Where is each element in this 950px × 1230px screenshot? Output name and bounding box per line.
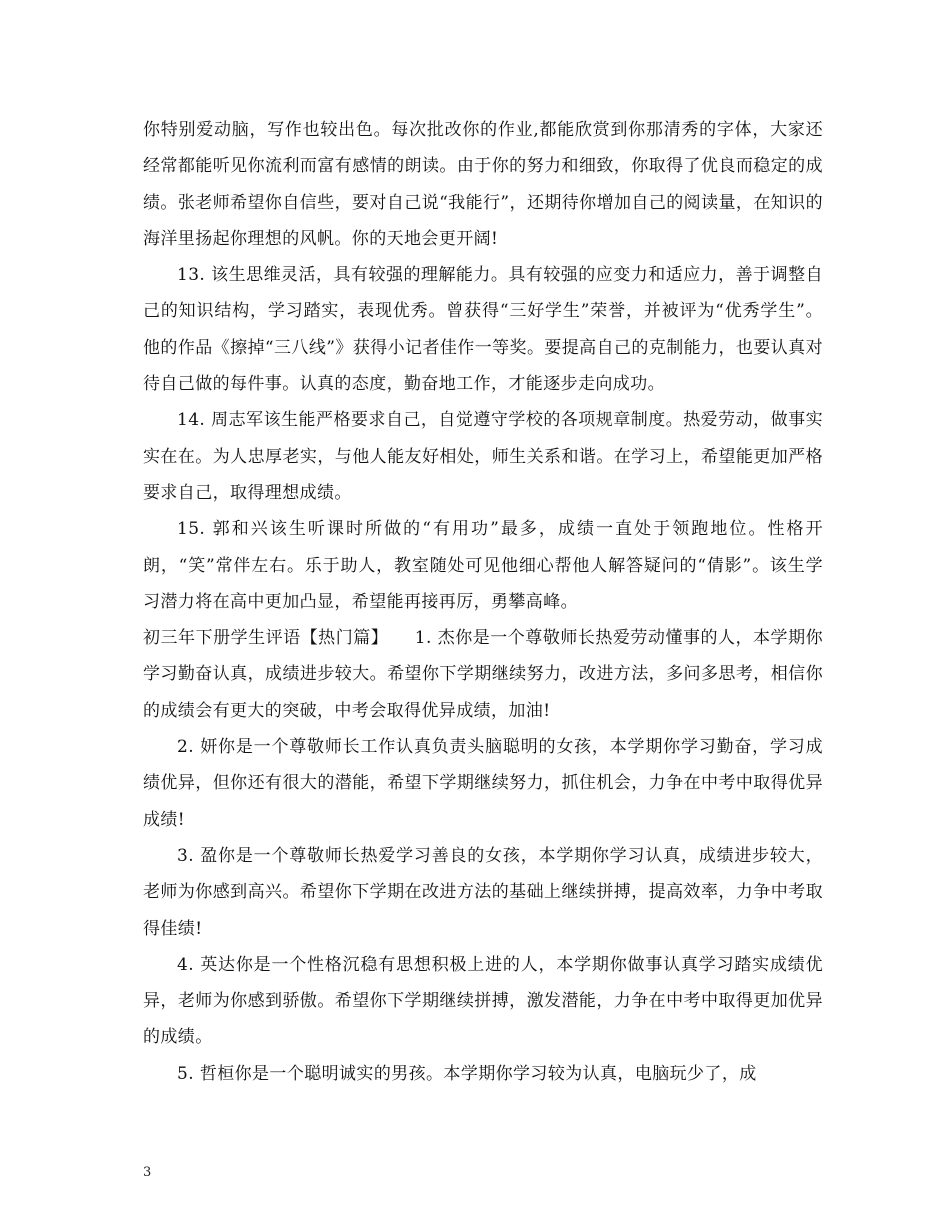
document-body <box>143 112 823 1092</box>
paragraph-comment-13: 13. 该生思维灵活，具有较强的理解能力。具有较强的应变力和适应力，善于调整自己的知识结构，学习踏实，表现优秀。曾获得“三好学生”荣誉，并被评为“优秀学生”。他的作品《擦掉“三八线”》获得小记者佳作一等奖。要提高自己的克制能力，也要认真对待自己做的每件事。认真的态度，勤奋地工作，才能逐步走向成功。 <box>143 265 823 395</box>
paragraph-comment-2: 2. 妍你是一个尊敬师长工作认真负责头脑聪明的女孩，本学期你学习勤奋，学习成绩优异，但你还有很大的潜能，希望下学期继续努力，抓住机会，力争在中考中取得优异成绩! <box>143 737 823 830</box>
paragraph-comment-14: 14. 周志军该生能严格要求自己，自觉遵守学校的各项规章制度。热爱劳动，做事实实在在。为人忠厚老实，与他人能友好相处，师生关系和谐。在学习上，希望能更加严格要求自己，取得理想成绩。 <box>143 410 823 503</box>
paragraph-comment-3: 3. 盈你是一个尊敬师长热爱学习善良的女孩，本学期你学习认真，成绩进步较大，老师为你感到高兴。希望你下学期在改进方法的基础上继续拼搏，提高效率，力争中考取得佳绩! <box>143 845 823 939</box>
paragraph-comment-4: 4. 英达你是一个性格沉稳有思想积极上进的人，本学期你做事认真学习踏实成绩优异，老师为你感到骄傲。希望你下学期继续拼搏，激发潜能，力争在中考中取得更加优异的成绩。 <box>143 954 823 1048</box>
paragraph-intro-continuation: 你特别爱动脑，写作也较出色。每次批改你的作业,都能欣赏到你那清秀的字体，大家还经常都能听见你流利而富有感情的朗读。由于你的努力和细致，你取得了优良而稳定的成绩。张老师希望你自信些，要对自己说“我能行”，还期待你增加自己的阅读量，在知识的海洋里扬起你理想的风帆。你的天地会更开阔! <box>143 120 823 249</box>
page-number: 3 <box>143 1165 152 1180</box>
paragraph-section-heading-comment-1: 初三年下册学生评语【热门篇】 1. 杰你是一个尊敬师长热爱劳动懂事的人，本学期你学习勤奋认真，成绩进步较大。希望你下学期继续努力，改进方法，多问多思考，相信你的成绩会有更大的突破，中考会取得优异成绩，加油! <box>143 628 823 721</box>
paragraph-comment-15: 15. 郭和兴该生听课时所做的“有用功”最多，成绩一直处于领跑地位。性格开朗，“笑”常伴左右。乐于助人，教室随处可见他细心帮他人解答疑问的“倩影”。该生学习潜力将在高中更加凸显，希望能再接再厉，勇攀高峰。 <box>143 519 823 612</box>
paragraph-comment-5: 5. 哲桓你是一个聪明诚实的男孩。本学期你学习较为认真，电脑玩少了，成 <box>177 1063 757 1084</box>
